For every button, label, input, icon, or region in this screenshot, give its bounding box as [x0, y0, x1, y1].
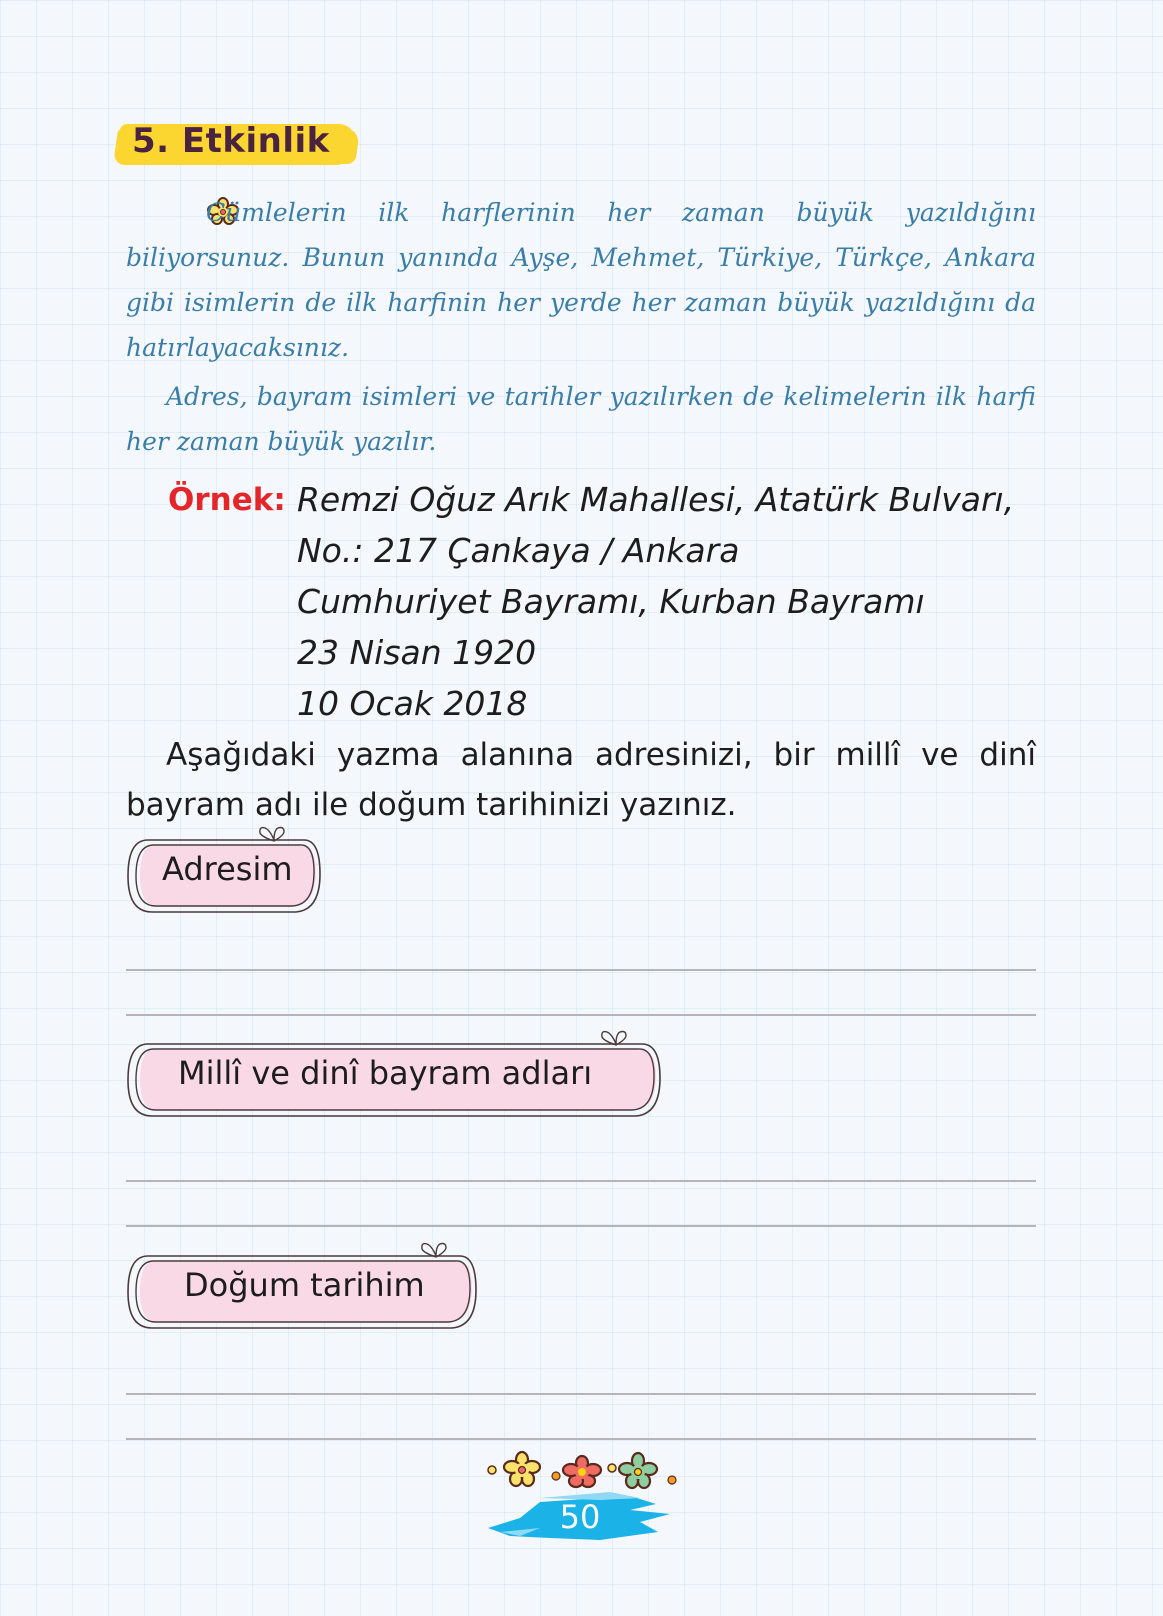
section-label-birthdate — [124, 1248, 480, 1328]
page-number-badge — [480, 1488, 680, 1544]
writing-line[interactable] — [126, 1180, 1036, 1182]
writing-line[interactable] — [126, 1225, 1036, 1227]
instruction-text — [126, 730, 1036, 830]
instruction-line-2: bayram adı ile doğum tarihinizi yazınız. — [126, 787, 737, 823]
red-flower-icon — [563, 1456, 601, 1487]
writing-line[interactable] — [126, 1393, 1036, 1395]
example-line: 10 Ocak 2018 — [297, 684, 528, 723]
example-label: Örnek: — [168, 482, 286, 518]
section-label-text: Millî ve dinî bayram adları — [178, 1054, 593, 1092]
flower-icon — [166, 194, 200, 222]
writing-line[interactable] — [126, 969, 1036, 971]
section-label-address — [124, 832, 324, 912]
green-flower-icon — [619, 1453, 657, 1488]
example-line: 23 Nisan 1920 — [297, 633, 537, 672]
example-lines — [297, 474, 1014, 729]
activity-title — [118, 118, 354, 170]
yellow-flower-icon — [504, 1452, 540, 1486]
section-label-text: Adresim — [162, 850, 293, 888]
intro-paragraph-1: Cümlelerin ilk harflerinin her zaman büyük yazıldığını biliyorsunuz. Bunun yanında Ayşe, Mehmet, Türkiye, Türkçe, Ankara gibi isimlerin de ilk harfinin her yerde her zaman büyük yazıldığını da hatırlayacaksınız. — [126, 198, 1036, 362]
example-line: No.: 217 Çankaya / Ankara — [297, 531, 740, 570]
writing-line[interactable] — [126, 1014, 1036, 1016]
example-line: Cumhuriyet Bayramı, Kurban Bayramı — [297, 582, 925, 621]
intro-text — [126, 190, 1036, 464]
intro-paragraph-2: Adres, bayram isimleri ve tarihler yazılırken de kelimelerin ilk harfi her zaman büyük yazılır. — [126, 382, 1036, 456]
section-label-text: Doğum tarihim — [184, 1266, 425, 1304]
example-line: Remzi Oğuz Arık Mahallesi, Atatürk Bulvarı, — [297, 480, 1015, 519]
instruction-line-1: Aşağıdaki yazma alanına adresinizi, bir millî ve dinî — [166, 737, 1036, 773]
activity-title-text: 5. Etkinlik — [132, 121, 330, 161]
page-number: 50 — [559, 1498, 601, 1536]
section-label-holidays — [124, 1036, 664, 1116]
writing-line[interactable] — [126, 1438, 1036, 1440]
